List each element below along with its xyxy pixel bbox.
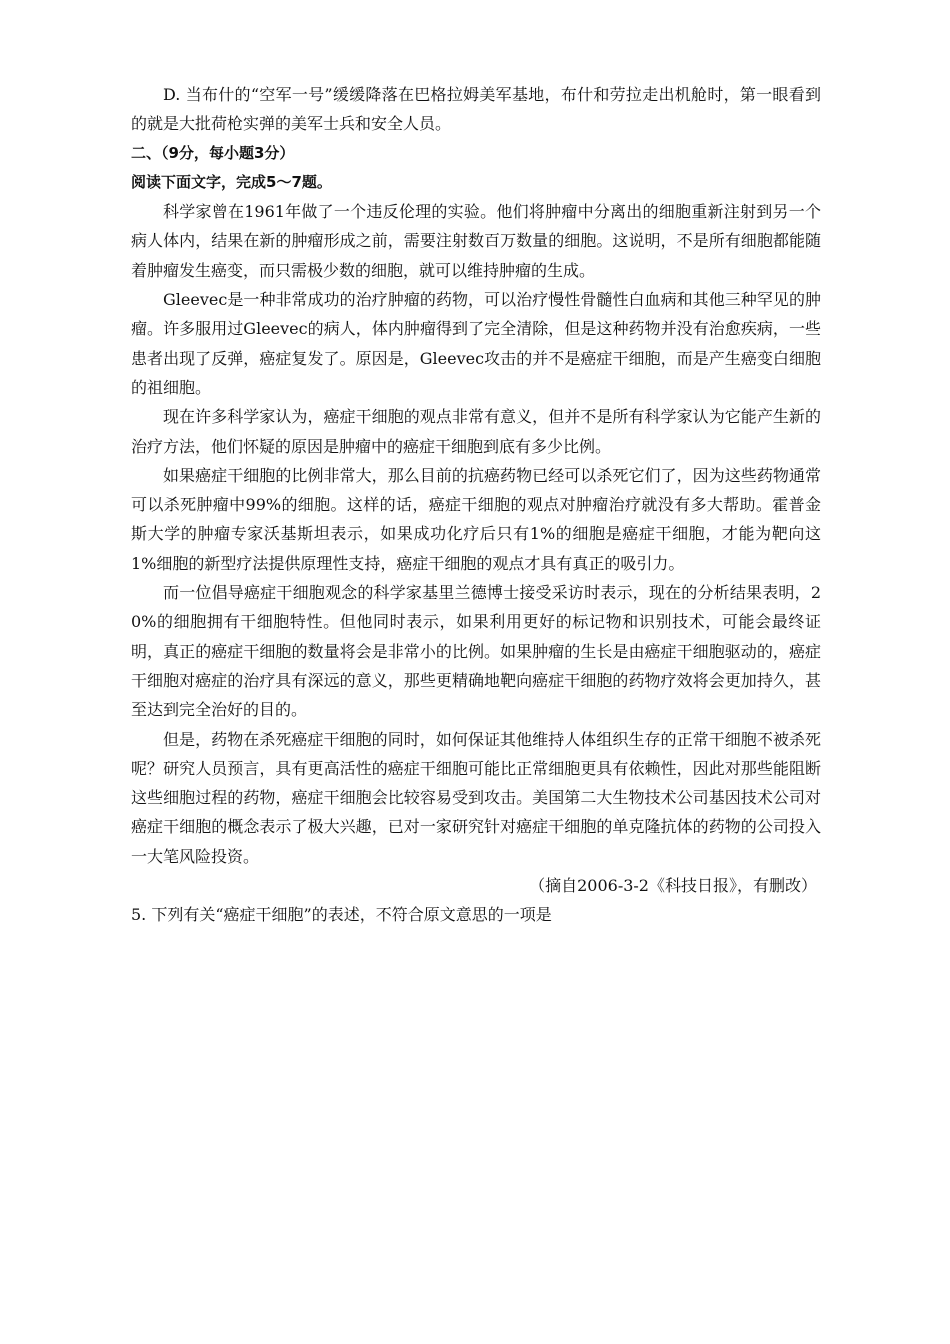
paragraph-6: 但是，药物在杀死癌症干细胞的同时，如何保证其他维持人体组织生存的正常干细胞不被杀死呢？研究人员预言，具有更高活性的癌症干细胞可能比正常细胞更具有依赖性，因此对那些能阻断这些细胞过程的药物，癌症干细胞会比较容易受到攻击。美国第二大生物技术公司基因技术公司对癌症干细胞的概念表示了极大兴趣，已对一家研究针对癌症干细胞的单克隆抗体的药物的公司投入一大笔风险投资。 [131, 729, 821, 866]
paragraph-3: 现在许多科学家认为，癌症干细胞的观点非常有意义，但并不是所有科学家认为它能产生新的治疗方法，他们怀疑的原因是肿瘤中的癌症干细胞到底有多少比例。 [131, 407, 821, 456]
paragraph-4: 如果癌症干细胞的比例非常大，那么目前的抗癌药物已经可以杀死它们了，因为这些药物通常可以杀死肿瘤中99%的细胞。这样的话，癌症干细胞的观点对肿瘤治疗就没有多大帮助。霍普金斯大学的肿瘤专家沃基斯坦表示，如果成功化疗后只有1%的细胞是癌症干细胞，才能为靶向这1%细胞的新型疗法提供原理性支持，癌症干细胞的观点才具有真正的吸引力。 [131, 465, 821, 573]
paragraph-1: 科学家曾在1961年做了一个违反伦理的实验。他们将肿瘤中分离出的细胞重新注射到另一个病人体内，结果在新的肿瘤形成之前，需要注射数百万数量的细胞。这说明，不是所有细胞都能随着肿瘤发生癌变，而只需极少数的细胞，就可以维持肿瘤的生成。 [131, 202, 821, 280]
source-note: （摘自2006-3-2《科技日报》，有删改） [529, 876, 817, 896]
paragraph-2: Gleevec是一种非常成功的治疗肿瘤的药物，可以治疗慢性骨髓性白血病和其他三种罕见的肿瘤。许多服用过Gleevec的病人，体内肿瘤得到了完全清除，但是这种药物并没有治愈疾病，一些患者出现了反弹，癌症复发了。原因是，Gleevec攻击的并不是癌症干细胞，而是产生癌变白细胞的祖细胞。 [131, 290, 821, 397]
option-d: D. 当布什的“空军一号”缓缓降落在巴格拉姆美军基地，布什和劳拉走出机舱时，第一眼看到的就是大批荷枪实弹的美军士兵和安全人员。 [131, 85, 821, 134]
reading-instruction: 阅读下面文字，完成5～7题。 [131, 172, 332, 191]
document-body [131, 80, 821, 930]
section-heading: 二、（9分，每小题3分） [131, 143, 295, 162]
paragraph-5: 而一位倡导癌症干细胞观念的科学家基里兰德博士接受采访时表示，现在的分析结果表明，20%的细胞拥有干细胞特性。但他同时表示，如果利用更好的标记物和识别技术，可能会最终证明，真正的癌症干细胞的数量将会是非常小的比例。如果肿瘤的生长是由癌症干细胞驱动的，癌症干细胞对癌症的治疗具有深远的意义，那些更精确地靶向癌症干细胞的药物疗效将会更加持久，甚至达到完全治好的目的。 [131, 583, 821, 720]
question-5: 5. 下列有关“癌症干细胞”的表述，不符合原文意思的一项是 [131, 905, 552, 925]
